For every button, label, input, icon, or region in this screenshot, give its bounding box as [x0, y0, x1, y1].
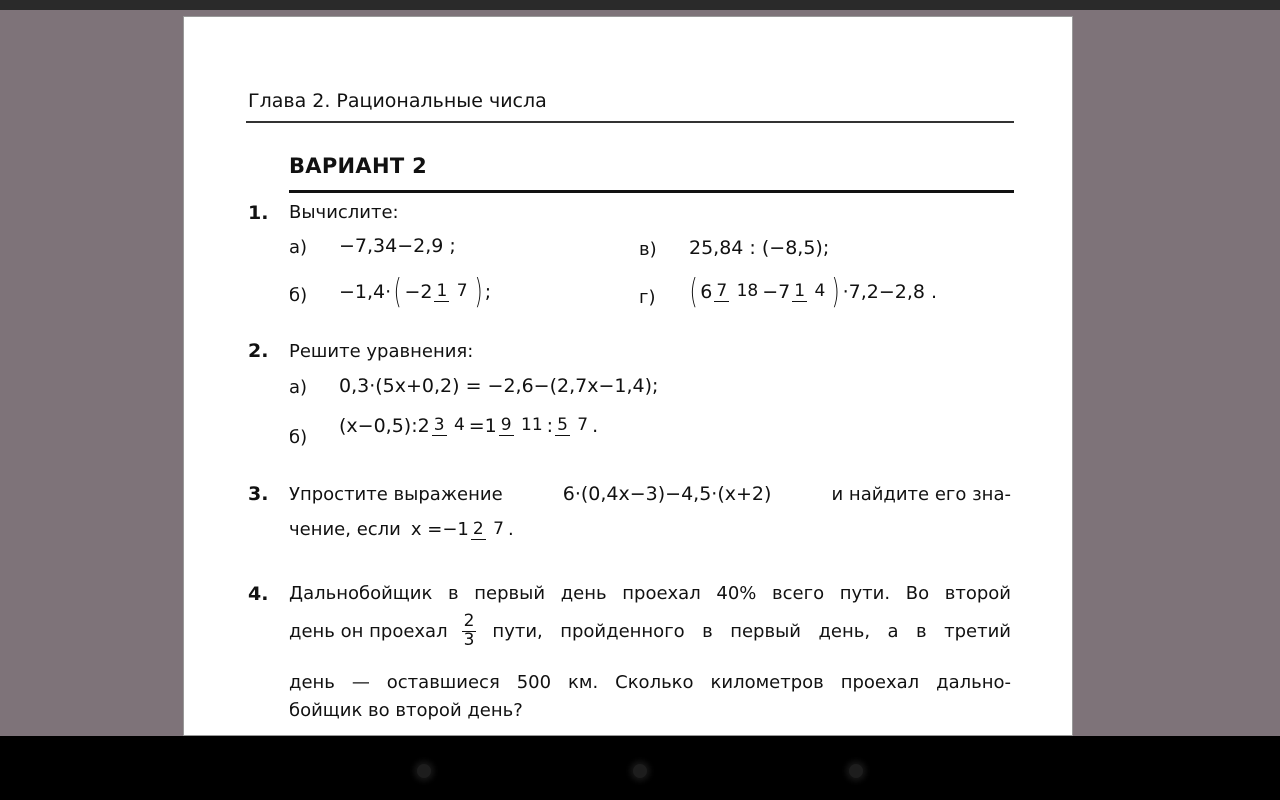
variant-title: ВАРИАНТ 2: [289, 154, 428, 178]
task-3-fraction: [471, 518, 506, 539]
task-2b-pre: (x−0,5):2: [339, 415, 430, 437]
task-3-line1-expr: 6·(0,4x−3)−4,5·(x+2): [562, 483, 772, 505]
task-4-line2-post: пути, пройденного в первый день, а в третий: [492, 620, 1011, 642]
right-paren: ): [474, 272, 483, 312]
task-2b-label: б): [289, 427, 308, 448]
task-2b-fraction-1: [432, 417, 467, 435]
task-1g-mid: −7: [762, 281, 791, 303]
numerator: 9: [500, 415, 512, 436]
left-paren: (: [393, 272, 402, 312]
left-paren: (: [689, 272, 698, 312]
task-4-line-3: день — оставшиеся 500 км. Сколько километров проехал дально-: [289, 672, 1011, 693]
denominator: 4: [814, 281, 826, 302]
task-1g-expression: [687, 272, 938, 312]
denominator: 7: [577, 415, 589, 436]
task-1b-label: б): [289, 285, 308, 306]
task-1b-fraction: [434, 283, 469, 301]
numerator: 1: [794, 281, 806, 302]
status-bar: [0, 0, 1280, 10]
denominator: 11: [521, 415, 543, 436]
task-2a-expression: 0,3·(5x+0,2) = −2,6−(2,7x−1,4);: [339, 375, 659, 397]
task-1g-whole-1: 6: [700, 281, 713, 303]
task-2b-expression: [339, 415, 598, 437]
numerator: 7: [716, 281, 728, 302]
denominator: 4: [453, 415, 465, 436]
home-button[interactable]: [633, 764, 647, 778]
task-4-line-4: бойщик во второй день?: [289, 700, 523, 721]
header-rule: [246, 121, 1014, 123]
task-4-line2-pre: день он проехал: [289, 620, 448, 642]
denominator: 18: [736, 281, 759, 302]
task-2b-post: .: [592, 415, 599, 437]
chapter-header: Глава 2. Рациональные числа: [248, 90, 547, 112]
task-2b-colon: :: [546, 415, 554, 437]
task-1b-whole: −2: [404, 281, 433, 303]
task-2a-label: а): [289, 377, 308, 398]
task-3-line-2: [289, 519, 514, 540]
task-1g-label: г): [639, 287, 656, 308]
back-button[interactable]: [417, 764, 431, 778]
task-1g-fraction-1: [714, 283, 760, 301]
numerator: 5: [557, 415, 568, 436]
task-2b-fraction-2: [499, 417, 545, 435]
task-1v-label: в): [639, 239, 657, 260]
task-1a-expression: −7,34−2,9 ;: [339, 235, 456, 257]
denominator: 3: [463, 629, 475, 650]
task-2b-fraction-3: [555, 417, 590, 435]
task-4-line-2: [289, 613, 1011, 650]
task-3-line-1: [289, 483, 1011, 505]
task-1a-label: а): [289, 237, 308, 258]
task-1v-expression: 25,84 : (−8,5);: [689, 237, 830, 259]
task-3-line2-pre: чение, если: [289, 519, 401, 540]
recent-apps-button[interactable]: [849, 764, 863, 778]
task-3-line2-post: .: [507, 519, 514, 540]
numerator: 3: [433, 415, 445, 436]
task-3-line1-post: и найдите его зна-: [831, 483, 1011, 505]
task-4-number: 4.: [248, 583, 269, 605]
numerator: 2: [472, 518, 484, 539]
document-page: [183, 16, 1073, 736]
task-2b-eq: =1: [468, 415, 497, 437]
task-4-fraction: [462, 613, 477, 650]
task-1b-pre: −1,4·: [339, 281, 392, 303]
task-1-number: 1.: [248, 202, 269, 224]
numerator: 2: [463, 611, 475, 631]
task-4-line-1: Дальнобойщик в первый день проехал 40% всего пути. Во второй: [289, 583, 1011, 604]
task-3-number: 3.: [248, 483, 269, 505]
variant-rule: [289, 190, 1014, 193]
task-1g-fraction-2: [792, 283, 827, 301]
task-2-number: 2.: [248, 340, 269, 362]
task-3-line1-pre: Упростите выражение: [289, 483, 503, 505]
task-1-text: Вычислите:: [289, 202, 399, 223]
task-1b-expression: [339, 272, 492, 312]
task-3-line2-expr: x =−1: [410, 519, 469, 540]
task-2-text: Решите уравнения:: [289, 341, 474, 362]
task-1b-post: ;: [484, 281, 492, 303]
task-1g-post: ·7,2−2,8 .: [842, 281, 938, 303]
denominator: 7: [493, 518, 504, 539]
right-paren: ): [831, 272, 840, 312]
task-4-line2-left: [289, 613, 478, 650]
denominator: 7: [456, 281, 468, 302]
numerator: 1: [436, 281, 448, 302]
